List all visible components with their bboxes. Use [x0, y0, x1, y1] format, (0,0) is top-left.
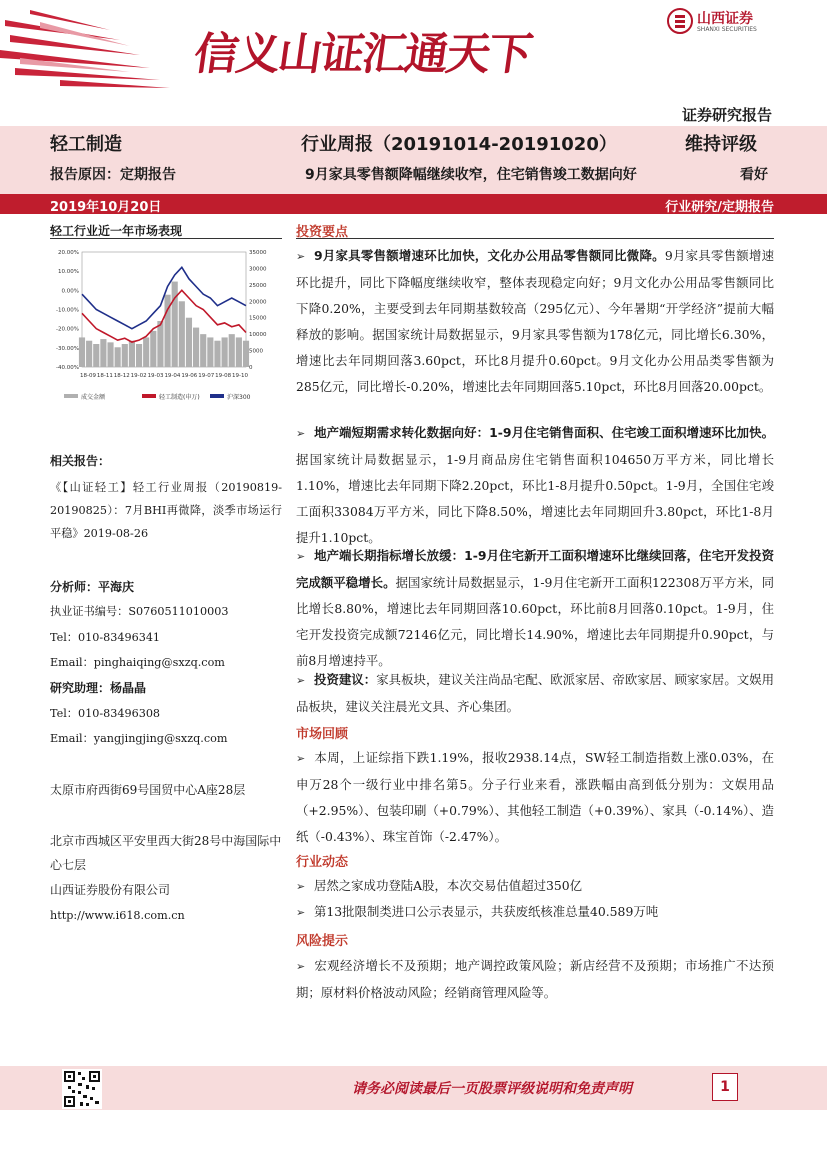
bullet-body: 据国家统计局数据显示，1-9月商品房住宅销售面积104650万平方米，同比增长1.10%，增速比去年同期下降2.20pct，环比1-8月提升0.50pct。1-9月，全国住宅竣工面积33084万平方米，同比下降8.50%，增速比去年同期回升3.80pct，环比1-8月提升1.10pct。 — [296, 451, 774, 545]
volume-bar — [150, 331, 156, 367]
report-category: 行业研究/定期报告 — [665, 200, 774, 215]
volume-bar — [157, 321, 163, 367]
legend-swatch — [142, 394, 156, 398]
news-item — [296, 899, 774, 926]
rating: 维持评级 — [685, 134, 757, 155]
disclaimer: 请务必阅读最后一页股票评级说明和免责声明 — [352, 1081, 632, 1097]
legend-label: 轻工制造(申万) — [159, 394, 200, 401]
y-left-tick: 0.00% — [61, 288, 79, 295]
x-tick: 19-10 — [232, 373, 248, 379]
y-right-tick: 35000 — [249, 250, 267, 256]
bullet-realestate-long — [296, 543, 774, 674]
volume-bar — [86, 341, 92, 367]
news-text: 居然之家成功登陆A股，本次交易估值超过350亿 — [314, 878, 583, 893]
x-tick: 19-04 — [164, 373, 181, 379]
assistant-email: Email：yangjingjing@sxzq.com — [50, 732, 228, 745]
related-report: 《【山证轻工】轻工行业周报（20190819-20190825）：7月BHI再微降，淡季市场运行平稳》2019-08-26 — [50, 481, 282, 540]
legend-swatch — [64, 394, 78, 398]
qr-code — [62, 1069, 102, 1109]
website[interactable]: http://www.i618.com.cn — [50, 909, 185, 922]
y-right-tick: 10000 — [249, 332, 267, 339]
assistant-tel: Tel：010-83496308 — [50, 707, 161, 720]
y-right-tick: 25000 — [249, 282, 267, 289]
y-left-tick: 20.00% — [58, 250, 79, 256]
volume-bar — [207, 337, 213, 367]
x-tick: 19-03 — [147, 373, 164, 379]
y-right-tick: 30000 — [249, 266, 267, 273]
risk-body: 宏观经济增长不及预期；地产调控政策风险；新店经营不及预期；市场推广不达预期；原材料价格波动风险；经销商管理风险等。 — [296, 958, 774, 1000]
x-ticks — [80, 373, 248, 379]
volume-bar — [193, 328, 199, 367]
y-left-tick: -20.00% — [56, 326, 79, 333]
report-date: 2019年10月20日 — [50, 200, 162, 215]
volume-bar — [200, 334, 206, 367]
legend-swatch — [210, 394, 224, 398]
market-review — [296, 745, 774, 850]
bullet-head: 投资建议： — [314, 672, 377, 687]
bullet-body: 家具板块，建议关注尚品宅配、欧派家居、帝欧家居、顾家家居。文娱用品板块，建议关注晨光文具、齐心集团。 — [296, 672, 775, 714]
bullet-furniture — [296, 243, 774, 399]
rating-value: 看好 — [740, 167, 768, 183]
risk-text — [296, 953, 774, 1006]
section-market-review: 市场回顾 — [296, 727, 349, 742]
page-number: 1 — [712, 1073, 738, 1101]
bullet-head: 地产端长期指标增长放缓：1-9月住宅新开工面积增速环比继续回落，住宅开发投资完成额平稳增长。 — [296, 548, 774, 590]
arrow-icon: ➢ — [296, 906, 306, 919]
company-name: 山西证券股份有限公司 — [50, 883, 171, 897]
arrow-icon: ➢ — [296, 960, 306, 973]
arrow-icon: ➢ — [296, 550, 306, 563]
report-type: 证券研究报告 — [681, 106, 772, 124]
address-beijing: 北京市西城区平安里西大街28号中海国际中心七层 — [50, 834, 282, 872]
y-right-tick: 15000 — [249, 315, 267, 322]
x-tick: 19-08 — [215, 373, 232, 379]
y-left-ticks — [56, 250, 79, 371]
section-rule — [296, 238, 774, 239]
legend-label: 沪深300 — [227, 394, 251, 401]
y-right-tick: 0 — [249, 365, 253, 371]
bullet-head: 9月家具零售额增速环比加快，文化办公用品零售额同比微降。 — [314, 248, 665, 263]
arrow-icon: ➢ — [296, 674, 306, 687]
volume-bar — [136, 344, 142, 367]
assistant-name: 研究助理：杨晶晶 — [50, 681, 147, 695]
bullet-head: 地产端短期需求转化数据向好：1-9月住宅销售面积、住宅竣工面积增速环比加快。 — [314, 425, 774, 440]
bullet-body: 9月家具零售额增速环比提升，同比下降幅度继续收窄，整体表现稳定向好；9月文化办公用品零售额同比下降0.20%，主要受到去年同期基数较高（295亿元）、今年暑期“开学经济”提前大幅释放的影响。据国家统计局数据显示，9月家具零售额为178亿元，同比增长6.30%，增速比去年同期回落3.60pct，环比8月提升0.60pct。9月文化办公用品类零售额为285亿元，同比增长-0.20%，增速比去年同期回落5.10pct，环比8月回落20.00pct。 — [296, 248, 775, 394]
chart-lines — [82, 267, 246, 342]
chart-title-rule — [50, 238, 282, 239]
y-left-tick: -10.00% — [56, 307, 79, 314]
section-risk: 风险提示 — [296, 934, 349, 949]
address-taiyuan: 太原市府西街69号国贸中心A座28层 — [50, 783, 246, 797]
x-tick: 19-07 — [198, 373, 215, 379]
market-text: 本周，上证综指下跌1.19%，报收2938.14点，SW轻工制造指数上涨0.03%，在申万28个一级行业中排名第5。分子行业来看，涨跌幅由高到低分别为：文娱用品（+2.95%）、包装印刷（+0.79%）、其他轻工制造（+0.39%）、家具（-0.14%）、造纸（-0.43%）、珠宝首饰（-2.47%）。 — [296, 750, 774, 844]
section-investment-points: 投资要点 — [296, 225, 349, 240]
bullet-realestate-short — [296, 420, 774, 551]
plot-frame — [82, 252, 246, 367]
series-line — [82, 267, 246, 328]
arrow-icon: ➢ — [296, 880, 306, 893]
section-industry-news: 行业动态 — [296, 855, 349, 870]
company-logo — [667, 8, 777, 34]
volume-bar — [229, 334, 235, 367]
x-tick: 18-09 — [80, 373, 96, 379]
market-chart — [50, 242, 282, 414]
volume-bar — [172, 282, 178, 367]
y-right-tick: 5000 — [249, 348, 263, 355]
volume-bar — [186, 318, 192, 367]
slogan: 信义山证汇通天下 — [190, 29, 534, 80]
volume-bar — [93, 344, 99, 367]
y-left-tick: -30.00% — [56, 345, 79, 352]
chart-title: 轻工行业近一年市场表现 — [50, 224, 183, 238]
analyst-cert: 执业证书编号：S0760511010003 — [50, 605, 229, 618]
y-right-ticks — [249, 250, 267, 371]
volume-bar — [115, 347, 121, 367]
volume-bar — [122, 344, 128, 367]
volume-bar — [129, 341, 135, 367]
legend-label: 成交金额 — [81, 394, 106, 401]
analyst-name: 分析师：平海庆 — [50, 580, 135, 594]
chart-grid — [82, 252, 246, 367]
bullet-investment — [296, 667, 774, 720]
analyst-tel: Tel：010-83496341 — [50, 631, 161, 644]
industry-name: 轻工制造 — [50, 134, 122, 155]
arrow-icon: ➢ — [296, 250, 306, 263]
volume-bar — [100, 339, 106, 367]
x-tick: 18-11 — [96, 373, 113, 379]
chart-legend — [64, 393, 251, 401]
volume-bar — [79, 337, 85, 367]
report-title: 行业周报（20191014-20191020） — [301, 134, 617, 155]
volume-bar — [143, 337, 149, 367]
volume-bar — [236, 337, 242, 367]
volume-bar — [179, 301, 185, 367]
y-left-tick: 10.00% — [58, 269, 79, 276]
related-title: 相关报告： — [50, 454, 111, 468]
x-tick: 19-06 — [181, 373, 198, 379]
logo-cn: 山西证券 — [697, 11, 753, 27]
y-right-tick: 20000 — [249, 299, 267, 306]
news-text: 第13批限制类进口公示表显示，共获废纸核准总量40.589万吨 — [314, 904, 659, 919]
arrow-icon: ➢ — [296, 752, 306, 765]
report-subtitle: 9月家具零售额降幅继续收窄，住宅销售竣工数据向好 — [305, 167, 637, 183]
arrow-icon: ➢ — [296, 427, 306, 440]
volume-bar — [222, 337, 228, 367]
x-tick: 18-12 — [113, 373, 130, 379]
logo-en: SHANXI SECURITIES — [697, 26, 757, 33]
bullet-body: 据国家统计局数据显示，1-9月住宅新开工面积122308万平方米，同比增长8.80%，增速比去年同期回落10.60pct，环比前8月回落0.10pct。1-9月，住宅开发投资完成额72146亿元，同比增长14.90%，增速比去年同期提升0.90pct，与前8月增速持平。 — [296, 574, 774, 668]
report-reason: 报告原因：定期报告 — [50, 167, 176, 183]
news-item — [296, 873, 774, 900]
x-tick: 19-02 — [130, 373, 147, 379]
volume-bar — [214, 341, 220, 367]
logo-icon — [667, 8, 693, 34]
volume-bar — [107, 342, 113, 367]
y-left-tick: -40.00% — [56, 365, 79, 371]
analyst-email: Email：pinghaiqing@sxzq.com — [50, 656, 225, 669]
